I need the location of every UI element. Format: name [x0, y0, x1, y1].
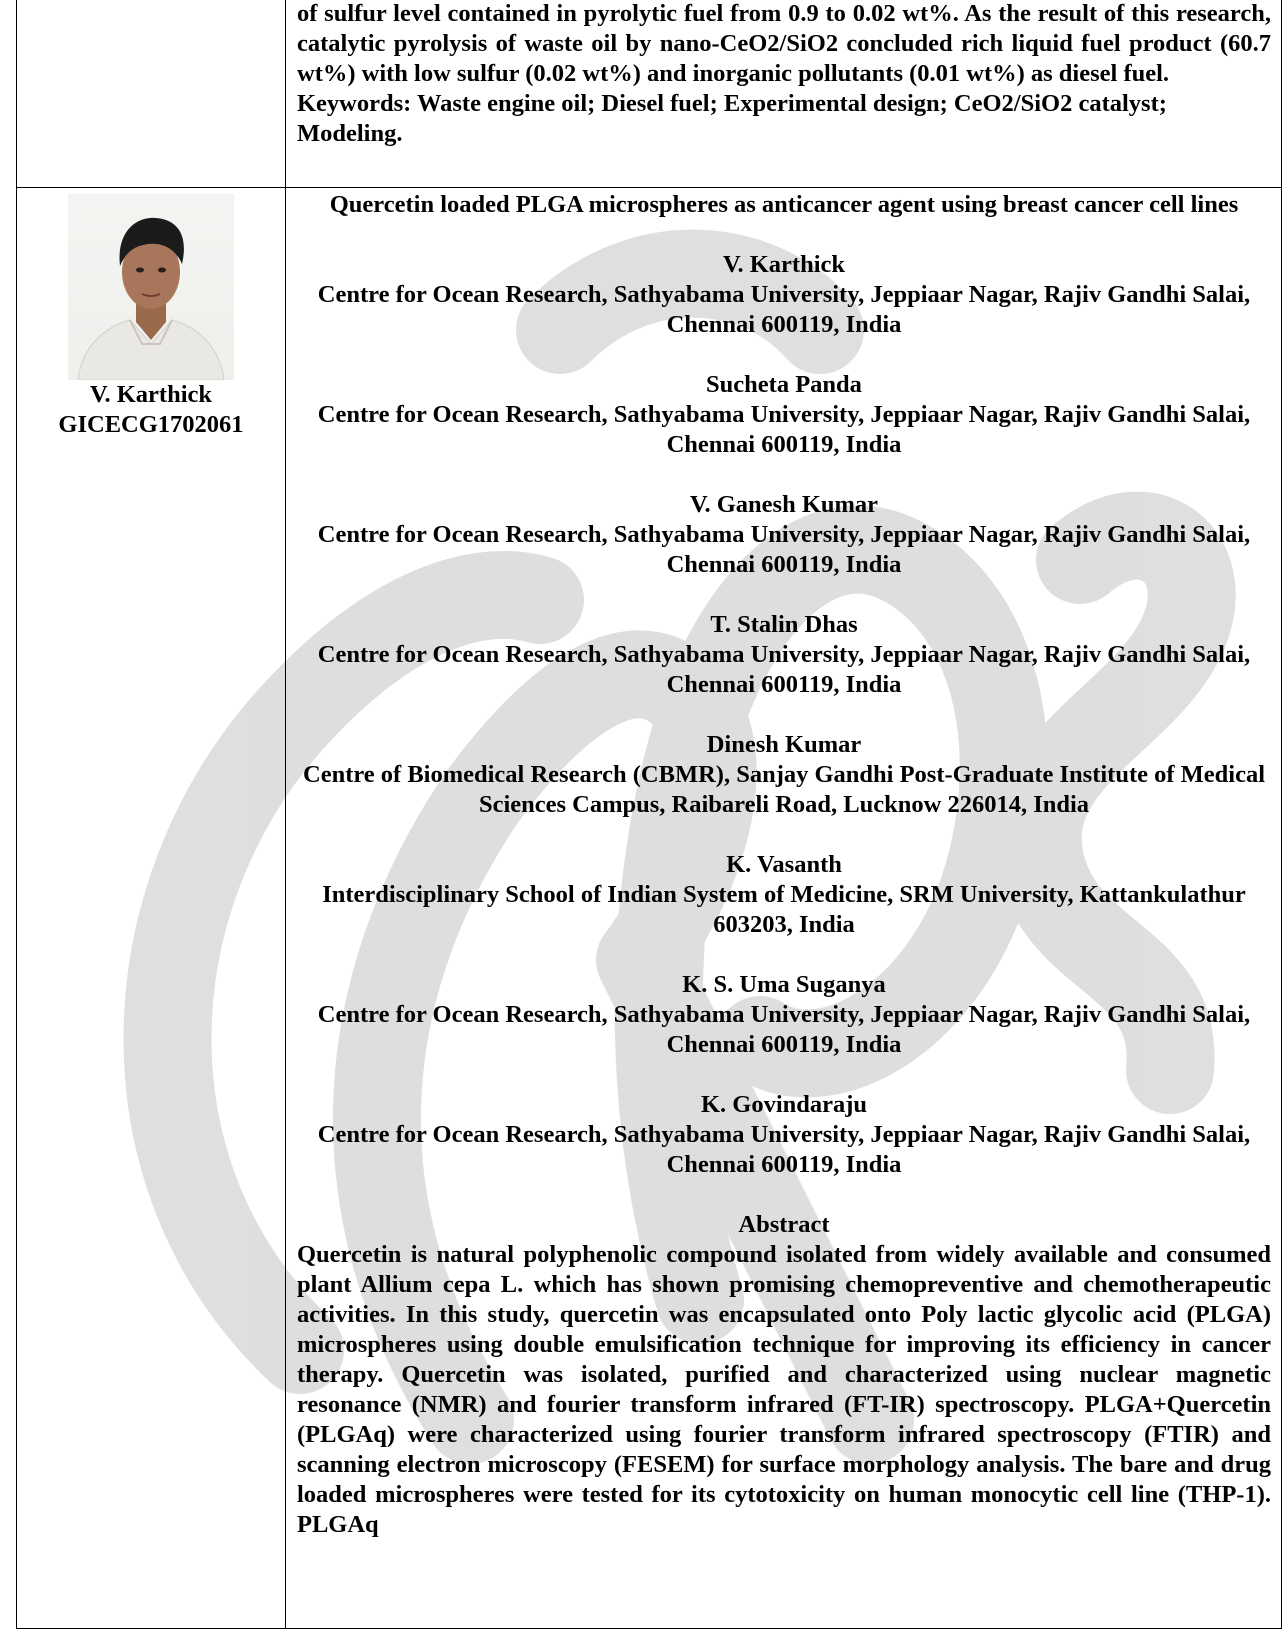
author-name: Dinesh Kumar	[706, 731, 862, 758]
author-affiliation: Centre for Ocean Research, Sathyabama University, Jeppiaar Nagar, Rajiv Gandhi Salai, Chennai 600119, India	[317, 521, 1251, 578]
author-name: K. S. Uma Suganya	[682, 971, 886, 998]
author-affiliation: Centre for Ocean Research, Sathyabama University, Jeppiaar Nagar, Rajiv Gandhi Salai, Chennai 600119, India	[317, 281, 1251, 338]
author-block	[297, 490, 1271, 580]
presenter-name: V. Karthick	[89, 381, 213, 408]
presenter-photo	[68, 194, 234, 380]
author-affiliation: Centre for Ocean Research, Sathyabama University, Jeppiaar Nagar, Rajiv Gandhi Salai, Chennai 600119, India	[317, 1121, 1251, 1178]
author-name: Sucheta Panda	[706, 371, 862, 398]
author-name: K. Govindaraju	[700, 1091, 868, 1118]
author-affiliation: Centre for Ocean Research, Sathyabama University, Jeppiaar Nagar, Rajiv Gandhi Salai, Chennai 600119, India	[317, 641, 1251, 698]
program-table	[16, 0, 1282, 1629]
table-row	[17, 188, 1282, 1629]
paper-title: Quercetin loaded PLGA microspheres as anticancer agent using breast cancer cell lines	[329, 191, 1239, 218]
table-row	[17, 0, 1282, 188]
author-affiliation: Centre for Ocean Research, Sathyabama University, Jeppiaar Nagar, Rajiv Gandhi Salai, Chennai 600119, India	[317, 401, 1251, 458]
author-block	[297, 730, 1271, 820]
author-block	[297, 250, 1271, 340]
author-block	[297, 1090, 1271, 1180]
abstract-text: Quercetin is natural polyphenolic compound isolated from widely available and consumed plant Allium cepa L. which has shown promising chemopreventive and chemotherapeutic activities. In this study, quercetin was encapsulated onto Poly lactic glycolic acid (PLGA) microspheres using double emulsification technique for improving its efficiency in cancer therapy. Quercetin was isolated, purified and characterized using nuclear magnetic resonance (NMR) and fourier transform infrared (FT-IR) spectroscopy. PLGA+Quercetin (PLGAq) were characterized using fourier transform infrared spectroscopy (FTIR) and scanning electron microscopy (FESEM) for surface morphology analysis. The bare and drug loaded microspheres were tested for its cytotoxicity on human monocytic cell line (THP-1). PLGAq	[297, 1241, 1271, 1538]
presenter-cell	[17, 188, 286, 1629]
author-name: T. Stalin Dhas	[710, 611, 858, 638]
author-name: V. Karthick	[722, 251, 846, 278]
author-block	[297, 970, 1271, 1060]
author-block	[297, 610, 1271, 700]
author-name: V. Ganesh Kumar	[689, 491, 879, 518]
author-name: K. Vasanth	[726, 851, 842, 878]
previous-abstract-cell	[286, 0, 1282, 188]
previous-abstract-tail: of sulfur level contained in pyrolytic fuel from 0.9 to 0.02 wt%. As the result of this research, catalytic pyrolysis of waste oil by nano-CeO2/SiO2 concluded rich liquid fuel product (60.7 wt%) with low sulfur (0.02 wt%) and inorganic pollutants (0.01 wt%) as diesel fuel.	[297, 0, 1271, 87]
author-affiliation: Centre of Biomedical Research (CBMR), Sanjay Gandhi Post-Graduate Institute of Medical Sciences Campus, Raibareli Road, Lucknow 226014, India	[303, 761, 1265, 818]
author-block	[297, 370, 1271, 460]
previous-keywords: Keywords: Waste engine oil; Diesel fuel; Experimental design; CeO2/SiO2 catalyst; Modeling.	[297, 90, 1167, 147]
presenter-id: GICECG1702061	[58, 411, 244, 438]
paper-cell	[286, 188, 1282, 1629]
author-block	[297, 850, 1271, 940]
author-affiliation: Centre for Ocean Research, Sathyabama University, Jeppiaar Nagar, Rajiv Gandhi Salai, Chennai 600119, India	[317, 1001, 1251, 1058]
author-affiliation: Interdisciplinary School of Indian System of Medicine, SRM University, Kattankulathur 603203, India	[322, 881, 1246, 938]
presenter-cell-empty	[17, 0, 286, 188]
abstract-heading: Abstract	[738, 1211, 830, 1238]
